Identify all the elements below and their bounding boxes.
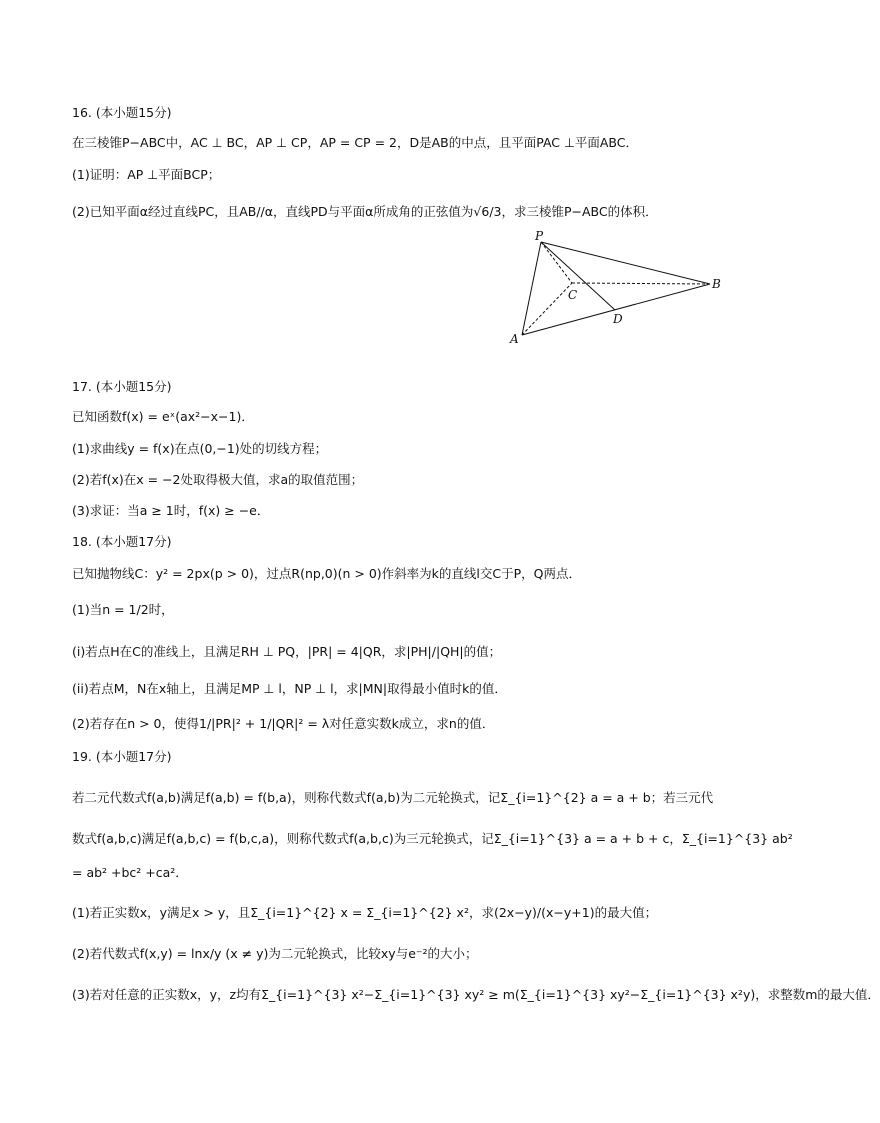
edge-AC [522, 283, 572, 335]
q18-part2: (2)若存在n > 0，使得1/|PR|² + 1/|QR|² = λ对任意实数k成立，求n的值． [72, 716, 495, 731]
q17-stem: 已知函数f(x) = eˣ(ax²−x−1)． [72, 409, 254, 424]
q17-part1: (1)求曲线y = f(x)在点(0,−1)处的切线方程； [72, 441, 328, 456]
q19-part1: (1)若正实数x，y满足x > y，且Σ_{i=1}^{2} x = Σ_{i=1}^{2} x²，求(2x−y)/(x−y+1)的最大值； [72, 905, 658, 920]
q16-stem [72, 134, 638, 152]
q18-part1-i: (i)若点H在C的准线上，且满足RH ⊥ PQ，|PR| = 4|QR，求|PH|/|QH|的值； [72, 644, 502, 659]
edge-PA [522, 242, 541, 335]
q18-part1: (1)当n = 1/2时， [72, 602, 174, 617]
edge-AB [522, 284, 710, 335]
label-A: A [510, 332, 519, 346]
q17-part3: (3)求证：当a ≥ 1时，f(x) ≥ −e． [72, 503, 270, 518]
q19-line2: 数式f(a,b,c)满足f(a,b,c) = f(b,c,a)，则称代数式f(a,b,c)为三元轮换式，记Σ_{i=1}^{3} a = a + b + c，Σ_{i=1}^{3} ab² [72, 831, 793, 846]
edge-CB [572, 283, 710, 284]
q18-heading: 18. (本小题17分) [72, 534, 172, 549]
q19-part3: (3)若对任意的正实数x，y，z均有Σ_{i=1}^{3} x²−Σ_{i=1}^{3} xy² ≥ m(Σ_{i=1}^{3} xy²−Σ_{i=1}^{3} x²y)，求整数m的最大值． [72, 987, 880, 1002]
tetrahedron-figure [500, 225, 730, 350]
q17-heading: 17. (本小题15分) [72, 379, 172, 394]
q16-heading: 16. (本小题15分) [72, 105, 172, 120]
label-P: P [535, 229, 544, 243]
q16-part2: (2)已知平面α经过直线PC，且AB//α，直线PD与平面α所成角的正弦值为√6/3，求三棱锥P−ABC的体积． [72, 204, 658, 219]
q17-part2: (2)若f(x)在x = −2处取得极大值，求a的取值范围； [72, 472, 364, 487]
q19-part2: (2)若代数式f(x,y) = lnx/y (x ≠ y)为二元轮换式，比较xy与e⁻²的大小； [72, 946, 478, 961]
q19-line1: 若二元代数式f(a,b)满足f(a,b) = f(b,a)，则称代数式f(a,b)为二元轮换式，记Σ_{i=1}^{2} a = a + b；若三元代 [72, 790, 714, 805]
q16-stem-text: 在三棱锥P−ABC中，AC ⊥ BC，AP ⊥ CP，AP = CP = 2，D是AB的中点，且平面PAC ⊥平面ABC． [72, 135, 639, 150]
q18-stem: 已知抛物线C：y² = 2px(p > 0)，过点R(np,0)(n > 0)作斜率为k的直线l交C于P，Q两点． [72, 566, 581, 581]
q16-part1: (1)证明：AP ⊥平面BCP； [72, 167, 221, 182]
label-D: D [613, 312, 623, 326]
q19-line3: = ab² +bc² +ca²． [72, 865, 188, 880]
edge-PD [541, 242, 615, 310]
q18-part1-ii: (ii)若点M，N在x轴上，且满足MP ⊥ l，NP ⊥ l，求|MN|取得最小值时k的值． [72, 681, 507, 696]
label-B: B [712, 277, 721, 291]
q19-heading: 19. (本小题17分) [72, 749, 172, 764]
edge-PB [541, 242, 710, 284]
label-C: C [568, 288, 578, 302]
